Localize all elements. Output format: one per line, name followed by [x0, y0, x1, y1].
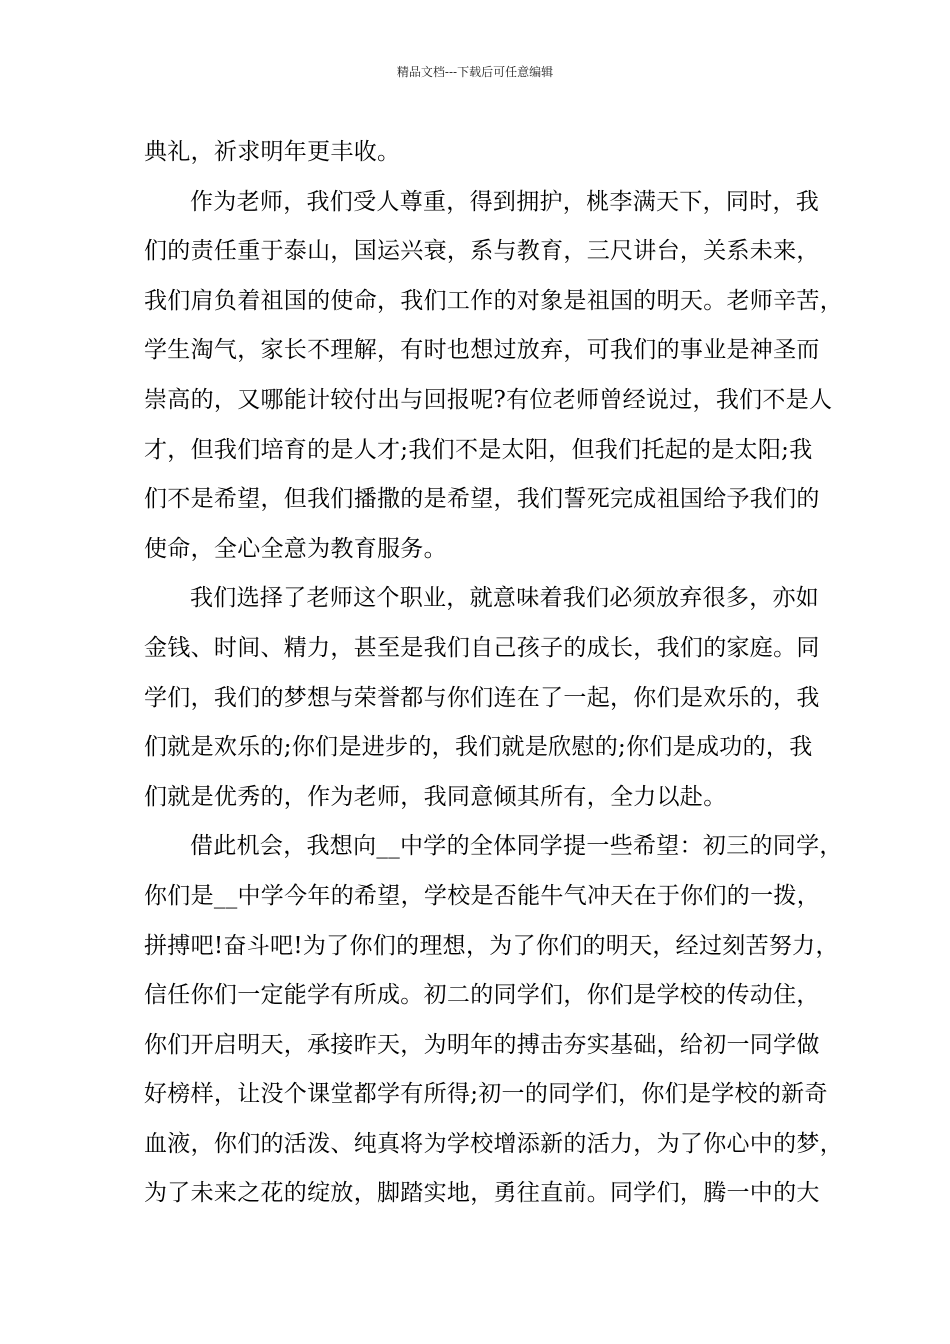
body-line: 为了未来之花的绽放，脚踏实地，勇往直前。同学们，腾一中的大 — [144, 1180, 820, 1207]
body-line: 好榜样，让没个课堂都学有所得;初一的同学们，你们是学校的新奇 — [144, 1081, 828, 1108]
body-line: 你们是__中学今年的希望，学校是否能牛气冲天在于你们的一拨， — [144, 882, 820, 909]
document-body — [144, 128, 843, 1219]
body-line: 作为老师，我们受人尊重，得到拥护，桃李满天下，同时，我 — [190, 188, 820, 215]
body-line: 们就是优秀的，作为老师，我同意倾其所有，全力以赴。 — [144, 783, 727, 810]
body-line: 典礼，祈求明年更丰收。 — [144, 139, 401, 165]
body-line: 拼搏吧!奋斗吧!为了你们的理想，为了你们的明天，经过刻苦努力， — [144, 932, 839, 959]
body-line: 借此机会，我想向__中学的全体同学提一些希望：初三的同学， — [190, 833, 843, 860]
body-line: 使命，全心全意为教育服务。 — [144, 535, 447, 562]
body-line: 你们开启明天，承接昨天，为明年的搏击夯实基础，给初一同学做 — [144, 1031, 820, 1058]
page-header: 精品文档---下载后可任意编辑 — [396, 65, 554, 79]
body-line: 学们，我们的梦想与荣誉都与你们连在了一起，你们是欢乐的，我 — [144, 684, 820, 711]
body-line: 才，但我们培育的是人才;我们不是太阳，但我们托起的是太阳;我 — [144, 436, 813, 463]
body-line: 们不是希望，但我们播撒的是希望，我们誓死完成祖国给予我们的 — [144, 486, 820, 513]
body-line: 崇高的，又哪能计较付出与回报呢?有位老师曾经说过，我们不是人 — [144, 386, 833, 413]
body-line: 我们选择了老师这个职业，就意味着我们必须放弃很多，亦如 — [190, 585, 820, 612]
body-line: 学生淘气，家长不理解，有时也想过放弃，可我们的事业是神圣而 — [144, 337, 820, 364]
body-line: 信任你们一定能学有所成。初二的同学们，你们是学校的传动住， — [144, 982, 820, 1009]
body-line: 金钱、时间、精力，甚至是我们自己孩子的成长，我们的家庭。同 — [144, 634, 820, 661]
body-line: 血液，你们的活泼、纯真将为学校增添新的活力，为了你心中的梦， — [144, 1130, 843, 1157]
body-line: 们就是欢乐的;你们是进步的，我们就是欣慰的;你们是成功的，我 — [144, 734, 813, 761]
body-line: 我们肩负着祖国的使命，我们工作的对象是祖国的明天。老师辛苦， — [144, 287, 843, 314]
body-line: 们的责任重于泰山，国运兴衰，系与教育，三尺讲台，关系未来， — [144, 238, 820, 265]
